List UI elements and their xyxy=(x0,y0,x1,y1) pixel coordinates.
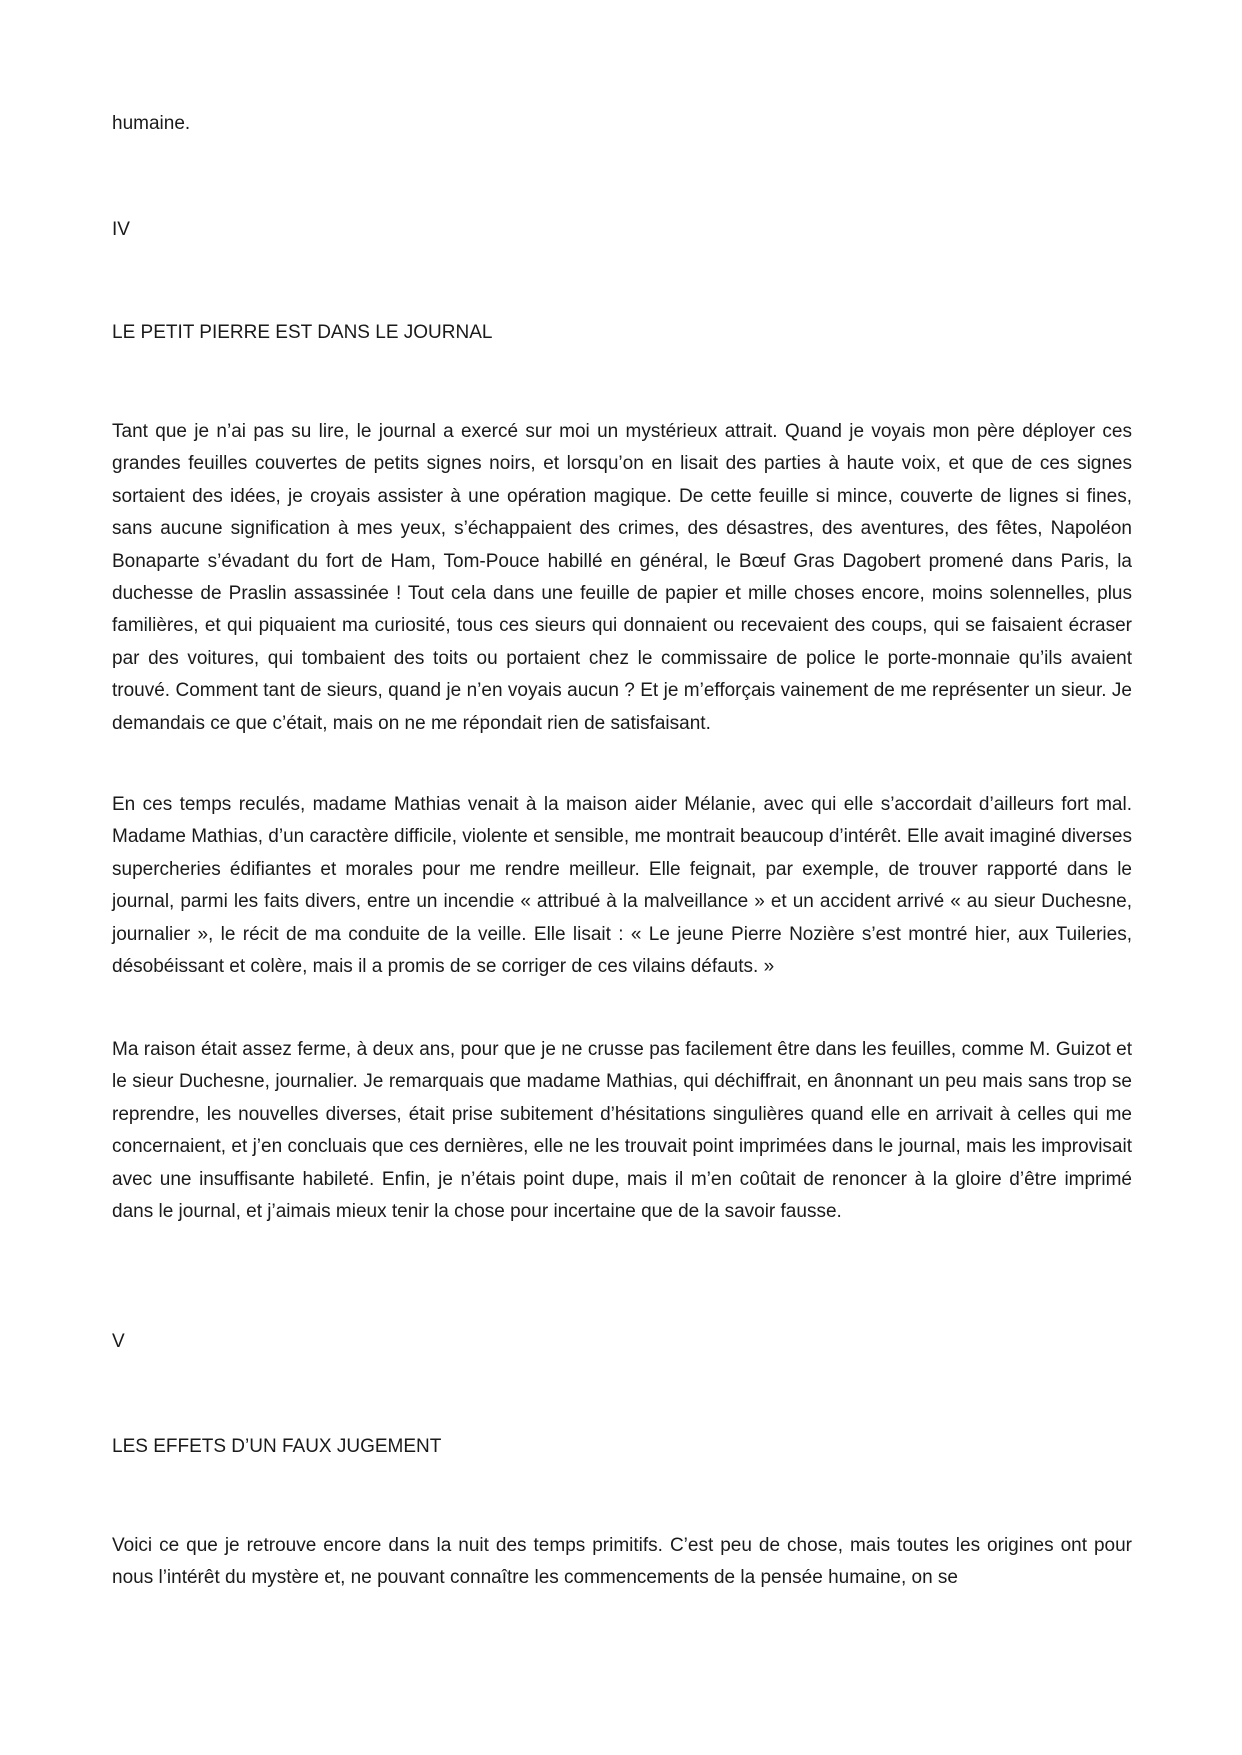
chapter-title-iv: LE PETIT PIERRE EST DANS LE JOURNAL xyxy=(112,322,493,343)
chapter-numeral-v: V xyxy=(112,1331,125,1352)
paragraph: En ces temps reculés, madame Mathias venait à la maison aider Mélanie, avec qui elle s’accordait d’ailleurs fort mal. Madame Mathias, d’un caractère difficile, violente et sensible, me montrait beaucoup d’intérêt. Elle avait imaginé diverses supercheries édifiantes et morales pour me rendre meilleur. Elle feignait, par exemple, de trouver rapporté dans le journal, parmi les faits divers, entre un incendie « attribué à la malveillance » et un accident arrivé « au sieur Duchesne, journalier », le récit de ma conduite de la veille. Elle lisait : « Le jeune Pierre Nozière s’est montré hier, aux Tuileries, désobéissant et colère, mais il a promis de se corriger de ces vilains défauts. » xyxy=(112,794,1132,978)
chapter-numeral-iv: IV xyxy=(112,219,130,240)
paragraph: Tant que je n’ai pas su lire, le journal a exercé sur moi un mystérieux attrait. Quand je voyais mon père déployer ces grandes feuilles couvertes de petits signes noirs, et lorsqu’on en lisait des parties à haute voix, et que de ces signes sortaient des idées, je croyais assister à une opération magique. De cette feuille si mince, couverte de lignes si fines, sans aucune signification à mes yeux, s’échappaient des crimes, des désastres, des aventures, des fêtes, Napoléon Bonaparte s’évadant du fort de Ham, Tom-Pouce habillé en général, le Bœuf Gras Dagobert promené dans Paris, la duchesse de Praslin assassinée ! Tout cela dans une feuille de papier et mille choses encore, moins solennelles, plus familières, et qui piquaient ma curiosité, tous ces sieurs qui donnaient ou recevaient des coups, qui se faisaient écraser par des voitures, qui tombaient des toits ou portaient chez le commissaire de police le porte-monnaie qu’ils avaient trouvé. Comment tant de sieurs, quand je n’en voyais aucun ? Et je m’efforçais vainement de me représenter un sieur. Je demandais ce que c’était, mais on ne me répondait rien de satisfaisant. xyxy=(112,421,1132,734)
paragraph: Voici ce que je retrouve encore dans la nuit des temps primitifs. C’est peu de chose, mais toutes les origines ont pour nous l’intérêt du mystère et, ne pouvant connaître les commencements de la pensée humaine, on se xyxy=(112,1535,1132,1589)
fragment-line: humaine. xyxy=(112,113,191,134)
paragraph: Ma raison était assez ferme, à deux ans, pour que je ne crusse pas facilement être dans les feuilles, comme M. Guizot et le sieur Duchesne, journalier. Je remarquais que madame Mathias, qui déchiffrait, en ânonnant un peu mais sans trop se reprendre, les nouvelles diverses, était prise subitement d’hésitations singulières quand elle en arrivait à celles qui me concernaient, et j’en concluais que ces dernières, elle ne les trouvait point imprimées dans le journal, mais les improvisait avec une insuffisante habileté. Enfin, je n’étais point dupe, mais il m’en coûtait de renoncer à la gloire d’être imprimé dans le journal, et j’aimais mieux tenir la chose pour incertaine que de la savoir fausse. xyxy=(112,1039,1132,1223)
chapter-title-v: LES EFFETS D’UN FAUX JUGEMENT xyxy=(112,1436,442,1457)
